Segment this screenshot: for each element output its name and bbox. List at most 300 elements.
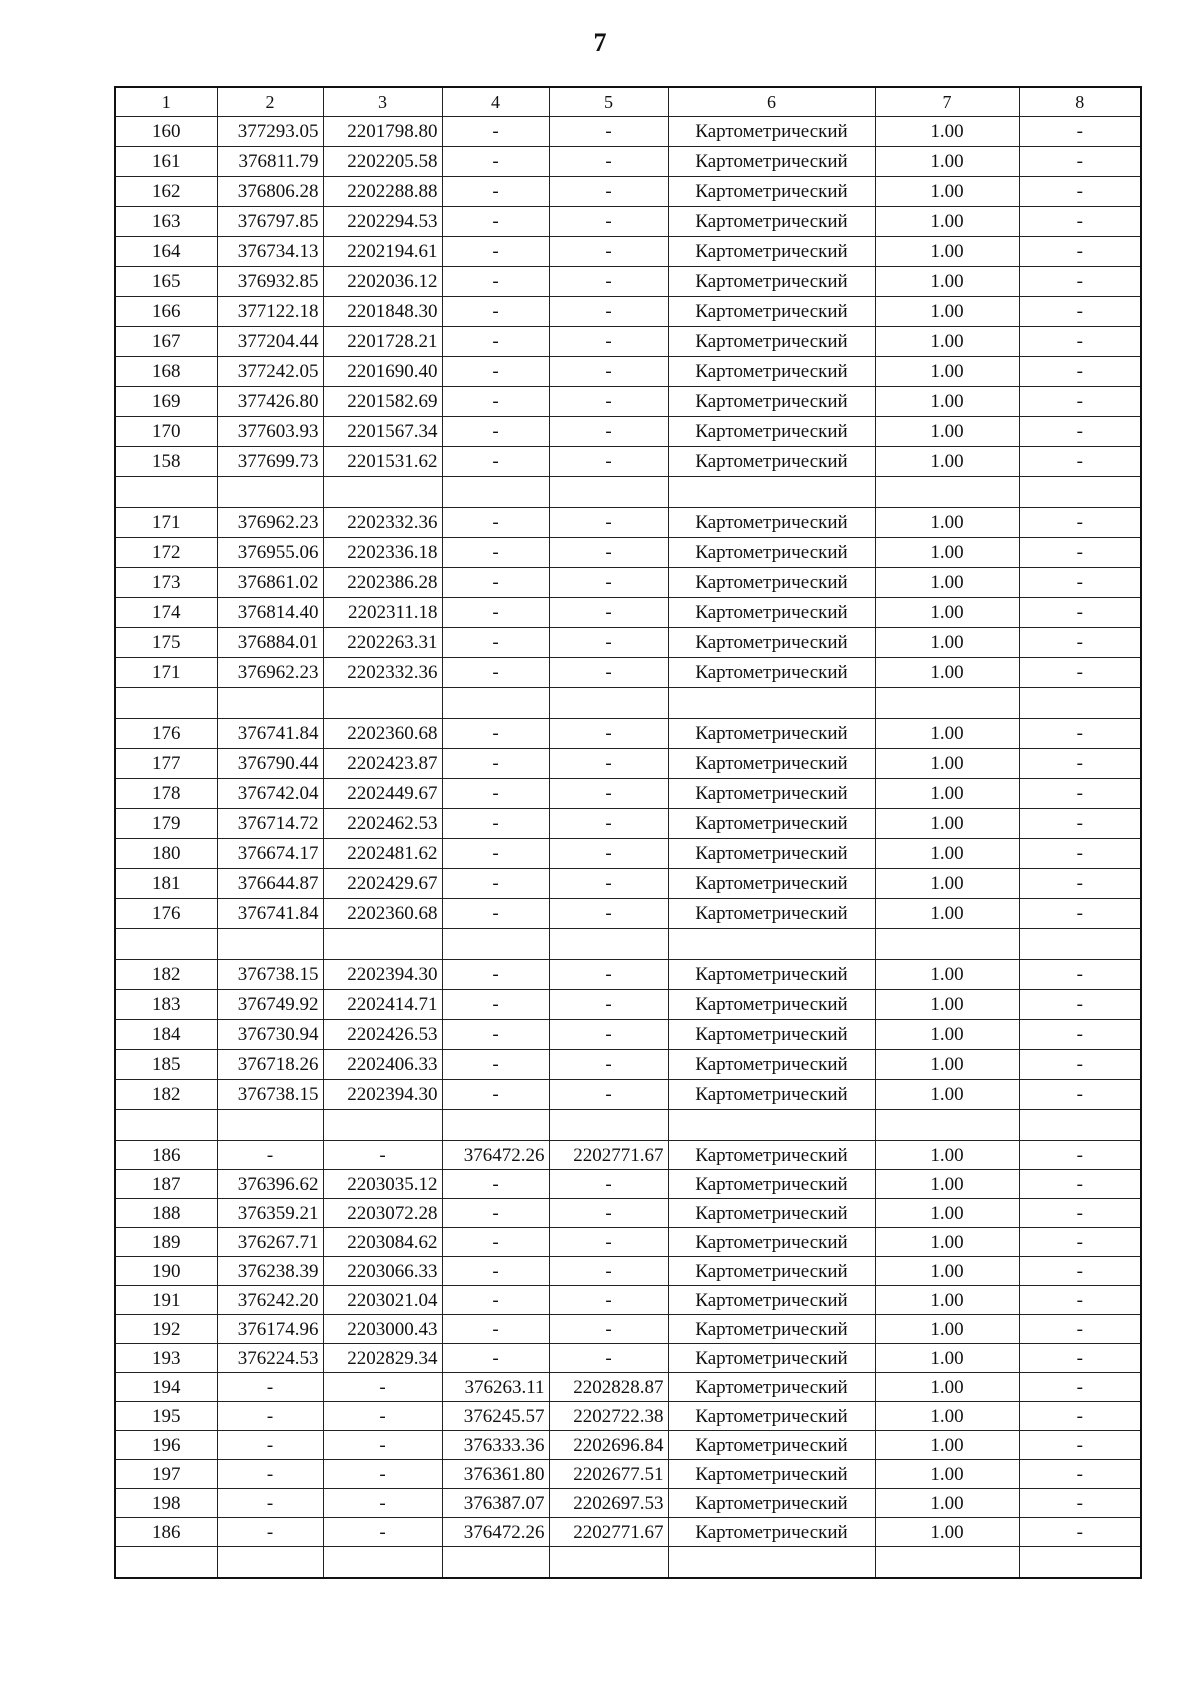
table-cell: - (1019, 117, 1141, 147)
table-cell: - (1019, 1286, 1141, 1315)
table-cell: - (549, 719, 668, 749)
table-cell: 377242.05 (217, 357, 323, 387)
table-cell: 2202386.28 (323, 568, 442, 598)
table-cell: - (549, 1344, 668, 1373)
table-cell: 1.00 (875, 1141, 1019, 1170)
table-cell: - (549, 1170, 668, 1199)
table-cell: 1.00 (875, 1286, 1019, 1315)
table-cell: - (1019, 779, 1141, 809)
table-cell: - (549, 839, 668, 869)
table-cell: - (549, 147, 668, 177)
table-cell: - (549, 1050, 668, 1080)
table-cell: Картометрический (668, 1170, 875, 1199)
column-header: 4 (442, 87, 549, 117)
table-cell: - (549, 990, 668, 1020)
table-cell (115, 929, 217, 960)
table-cell: - (549, 447, 668, 477)
table-cell: 178 (115, 779, 217, 809)
table-cell: 180 (115, 839, 217, 869)
table-cell: - (549, 1257, 668, 1286)
table-cell: - (549, 1199, 668, 1228)
table-row (115, 1020, 1141, 1050)
table-cell: - (1019, 147, 1141, 177)
table-cell (875, 1547, 1019, 1579)
table-cell: - (442, 658, 549, 688)
table-row (115, 960, 1141, 990)
table-cell: 2201690.40 (323, 357, 442, 387)
table-cell: - (1019, 1402, 1141, 1431)
table-cell: - (549, 267, 668, 297)
table-cell (442, 688, 549, 719)
table-cell: 183 (115, 990, 217, 1020)
table-cell: - (1019, 508, 1141, 538)
table-row (115, 1050, 1141, 1080)
table-row (115, 117, 1141, 147)
table-cell: - (1019, 719, 1141, 749)
coordinates-table (114, 86, 1142, 1579)
table-cell: Картометрический (668, 869, 875, 899)
table-cell (668, 1547, 875, 1579)
table-cell: 2202394.30 (323, 960, 442, 990)
table-cell: - (1019, 327, 1141, 357)
table-cell: 186 (115, 1518, 217, 1547)
table-cell: 172 (115, 538, 217, 568)
table-cell: 2201798.80 (323, 117, 442, 147)
table-cell: Картометрический (668, 1228, 875, 1257)
table-cell: 377699.73 (217, 447, 323, 477)
table-cell: 376741.84 (217, 899, 323, 929)
table-cell (323, 477, 442, 508)
table-cell: 2202677.51 (549, 1460, 668, 1489)
table-cell (875, 1110, 1019, 1141)
table-cell: - (1019, 598, 1141, 628)
table-row (115, 749, 1141, 779)
table-cell: - (442, 960, 549, 990)
table-cell: 158 (115, 447, 217, 477)
table-cell (1019, 929, 1141, 960)
table-cell: Картометрический (668, 147, 875, 177)
table-cell: - (549, 749, 668, 779)
table-row (115, 207, 1141, 237)
table-cell: 376962.23 (217, 658, 323, 688)
table-cell: - (549, 237, 668, 267)
table-cell (1019, 688, 1141, 719)
table-cell: 2202205.58 (323, 147, 442, 177)
table-row (115, 447, 1141, 477)
table-cell: 175 (115, 628, 217, 658)
table-cell: 2202288.88 (323, 177, 442, 207)
table-cell: - (442, 899, 549, 929)
table-cell: Картометрический (668, 1286, 875, 1315)
table-cell: - (1019, 1080, 1141, 1110)
table-cell: 376955.06 (217, 538, 323, 568)
table-separator-row (115, 688, 1141, 719)
table-cell: 377603.93 (217, 417, 323, 447)
table-cell: 1.00 (875, 1257, 1019, 1286)
table-cell: - (442, 749, 549, 779)
table-cell: 1.00 (875, 658, 1019, 688)
table-row (115, 658, 1141, 688)
table-cell: 376749.92 (217, 990, 323, 1020)
table-cell: - (442, 117, 549, 147)
table-cell: 376238.39 (217, 1257, 323, 1286)
table-cell: - (1019, 568, 1141, 598)
table-cell: 165 (115, 267, 217, 297)
table-cell (217, 688, 323, 719)
table-cell: 167 (115, 327, 217, 357)
table-cell: Картометрический (668, 749, 875, 779)
table-separator-row (115, 1110, 1141, 1141)
table-cell (668, 1110, 875, 1141)
table-cell: 1.00 (875, 327, 1019, 357)
table-cell: 2202336.18 (323, 538, 442, 568)
table-cell: - (1019, 1373, 1141, 1402)
table-cell (115, 1110, 217, 1141)
table-cell: 191 (115, 1286, 217, 1315)
table-row (115, 1080, 1141, 1110)
table-row (115, 869, 1141, 899)
table-cell: - (1019, 749, 1141, 779)
column-header: 7 (875, 87, 1019, 117)
table-cell: 179 (115, 809, 217, 839)
table-cell (323, 1110, 442, 1141)
table-row (115, 779, 1141, 809)
table-row (115, 327, 1141, 357)
table-cell (549, 477, 668, 508)
table-cell: Картометрический (668, 177, 875, 207)
table-cell: 170 (115, 417, 217, 447)
table-cell: - (1019, 387, 1141, 417)
table-row (115, 177, 1141, 207)
table-cell: 2203066.33 (323, 1257, 442, 1286)
table-cell: Картометрический (668, 357, 875, 387)
table-cell: 376962.23 (217, 508, 323, 538)
table-cell: - (1019, 1020, 1141, 1050)
table-cell: Картометрический (668, 598, 875, 628)
table-cell: - (549, 809, 668, 839)
page-number: 7 (593, 28, 607, 57)
table-cell (323, 929, 442, 960)
table-row (115, 1257, 1141, 1286)
table-cell: 190 (115, 1257, 217, 1286)
table-cell: - (217, 1489, 323, 1518)
table-cell: 2202332.36 (323, 508, 442, 538)
table-cell: 377426.80 (217, 387, 323, 417)
table-cell: - (1019, 1518, 1141, 1547)
table-cell: - (442, 1344, 549, 1373)
table-cell: 182 (115, 1080, 217, 1110)
table-cell (442, 929, 549, 960)
table-cell: 185 (115, 1050, 217, 1080)
table-cell: Картометрический (668, 1315, 875, 1344)
table-cell: - (217, 1402, 323, 1431)
table-cell (1019, 477, 1141, 508)
table-cell: 377293.05 (217, 117, 323, 147)
table-cell: 1.00 (875, 1431, 1019, 1460)
table-cell: Картометрический (668, 447, 875, 477)
table-cell: - (442, 267, 549, 297)
table-cell: 171 (115, 658, 217, 688)
table-cell: Картометрический (668, 658, 875, 688)
table-cell: - (442, 990, 549, 1020)
table-cell: - (442, 207, 549, 237)
table-cell: 1.00 (875, 447, 1019, 477)
table-cell: 174 (115, 598, 217, 628)
table-cell (115, 1547, 217, 1579)
table-cell: Картометрический (668, 207, 875, 237)
table-cell: 376267.71 (217, 1228, 323, 1257)
table-cell: - (217, 1518, 323, 1547)
table-cell: - (1019, 990, 1141, 1020)
table-cell: - (442, 1020, 549, 1050)
table-cell (323, 1547, 442, 1579)
table-cell: 189 (115, 1228, 217, 1257)
table-cell: 173 (115, 568, 217, 598)
table-cell: Картометрический (668, 839, 875, 869)
table-cell: - (323, 1402, 442, 1431)
table-cell (549, 1110, 668, 1141)
table-cell: - (323, 1460, 442, 1489)
table-cell: Картометрический (668, 1050, 875, 1080)
table-cell: 1.00 (875, 1315, 1019, 1344)
table-cell (549, 688, 668, 719)
table-cell: 2202481.62 (323, 839, 442, 869)
table-cell: - (549, 869, 668, 899)
table-cell: Картометрический (668, 990, 875, 1020)
table-cell: 2202036.12 (323, 267, 442, 297)
table-cell: Картометрический (668, 1431, 875, 1460)
table-cell: 376387.07 (442, 1489, 549, 1518)
table-cell: 376333.36 (442, 1431, 549, 1460)
table-cell: 376361.80 (442, 1460, 549, 1489)
table-cell: 188 (115, 1199, 217, 1228)
table-cell: 1.00 (875, 237, 1019, 267)
table-row (115, 267, 1141, 297)
table-cell: 2201531.62 (323, 447, 442, 477)
table-cell: - (323, 1141, 442, 1170)
table-cell: 1.00 (875, 267, 1019, 297)
table-cell: 376797.85 (217, 207, 323, 237)
table-cell (115, 477, 217, 508)
table-cell: - (323, 1431, 442, 1460)
table-cell: 376738.15 (217, 960, 323, 990)
table-cell: 1.00 (875, 960, 1019, 990)
table-row (115, 809, 1141, 839)
table-cell: - (1019, 899, 1141, 929)
table-cell: Картометрический (668, 1460, 875, 1489)
table-cell: 197 (115, 1460, 217, 1489)
column-header: 8 (1019, 87, 1141, 117)
table-cell: - (1019, 960, 1141, 990)
table-cell: 1.00 (875, 1020, 1019, 1050)
table-cell: 193 (115, 1344, 217, 1373)
table-cell: - (442, 1050, 549, 1080)
table-cell (442, 477, 549, 508)
table-cell (217, 1547, 323, 1579)
table-cell: 192 (115, 1315, 217, 1344)
table-cell: - (549, 177, 668, 207)
table-cell (115, 688, 217, 719)
table-cell: 2201567.34 (323, 417, 442, 447)
table-cell: 377204.44 (217, 327, 323, 357)
table-cell: 164 (115, 237, 217, 267)
table-row (115, 990, 1141, 1020)
table-row (115, 1489, 1141, 1518)
column-header: 1 (115, 87, 217, 117)
table-cell: 195 (115, 1402, 217, 1431)
table-cell: - (442, 297, 549, 327)
table-cell: - (1019, 1257, 1141, 1286)
table-cell: 163 (115, 207, 217, 237)
table-cell: - (442, 869, 549, 899)
table-row (115, 297, 1141, 327)
table-cell: - (549, 508, 668, 538)
table-body (115, 87, 1141, 1578)
table-cell: - (442, 327, 549, 357)
table-cell: 184 (115, 1020, 217, 1050)
table-cell: - (1019, 1050, 1141, 1080)
table-cell: - (442, 177, 549, 207)
table-cell: 198 (115, 1489, 217, 1518)
table-cell: 1.00 (875, 177, 1019, 207)
table-cell (875, 688, 1019, 719)
table-cell: 1.00 (875, 417, 1019, 447)
table-cell: 1.00 (875, 809, 1019, 839)
table-cell: - (549, 297, 668, 327)
table-row (115, 839, 1141, 869)
table-cell: - (442, 508, 549, 538)
table-cell: 171 (115, 508, 217, 538)
table-separator-row (115, 477, 1141, 508)
table-cell: 2202771.67 (549, 1518, 668, 1547)
table-cell: 1.00 (875, 1518, 1019, 1547)
table-cell: 2202462.53 (323, 809, 442, 839)
table-cell: 2202311.18 (323, 598, 442, 628)
column-header: 2 (217, 87, 323, 117)
table-row (115, 1460, 1141, 1489)
table-cell: 376714.72 (217, 809, 323, 839)
table-cell: - (1019, 1315, 1141, 1344)
table-cell: 1.00 (875, 719, 1019, 749)
table-cell: 376734.13 (217, 237, 323, 267)
table-cell: 2202360.68 (323, 719, 442, 749)
table-cell: - (442, 387, 549, 417)
table-cell: 376861.02 (217, 568, 323, 598)
table-cell: 376224.53 (217, 1344, 323, 1373)
table-cell (668, 688, 875, 719)
table-cell: 1.00 (875, 1402, 1019, 1431)
table-cell: - (442, 447, 549, 477)
table-cell: - (549, 779, 668, 809)
table-cell: 376674.17 (217, 839, 323, 869)
table-cell: 1.00 (875, 749, 1019, 779)
table-cell: 376742.04 (217, 779, 323, 809)
table-cell: - (442, 598, 549, 628)
table-cell: - (549, 327, 668, 357)
table-row (115, 147, 1141, 177)
table-cell: 1.00 (875, 568, 1019, 598)
table-cell: Картометрический (668, 1257, 875, 1286)
table-cell: 1.00 (875, 1199, 1019, 1228)
table-cell: 376884.01 (217, 628, 323, 658)
table-cell: - (442, 719, 549, 749)
table-cell: Картометрический (668, 327, 875, 357)
table-cell: 160 (115, 117, 217, 147)
table-cell: - (1019, 357, 1141, 387)
table-row (115, 899, 1141, 929)
table-cell: 376811.79 (217, 147, 323, 177)
table-cell: - (549, 598, 668, 628)
table-cell: 2203072.28 (323, 1199, 442, 1228)
table-row (115, 1344, 1141, 1373)
table-cell: Картометрический (668, 387, 875, 417)
table-cell: 2202429.67 (323, 869, 442, 899)
table-cell: 2202828.87 (549, 1373, 668, 1402)
table-cell: - (1019, 809, 1141, 839)
table-cell: 177 (115, 749, 217, 779)
table-cell: 2201728.21 (323, 327, 442, 357)
column-header: 6 (668, 87, 875, 117)
table-cell: - (549, 207, 668, 237)
table-cell: - (549, 387, 668, 417)
table-cell: 1.00 (875, 147, 1019, 177)
table-cell: - (1019, 628, 1141, 658)
table-cell: - (549, 658, 668, 688)
table-row (115, 1373, 1141, 1402)
table-row (115, 538, 1141, 568)
table-cell: 1.00 (875, 1460, 1019, 1489)
table-separator-row (115, 1547, 1141, 1579)
table-cell: - (323, 1518, 442, 1547)
table-row (115, 719, 1141, 749)
table-cell: Картометрический (668, 960, 875, 990)
table-cell: - (1019, 207, 1141, 237)
table-cell: - (442, 1199, 549, 1228)
table-cell: 1.00 (875, 869, 1019, 899)
table-cell: - (549, 357, 668, 387)
table-cell (875, 929, 1019, 960)
table-cell: 181 (115, 869, 217, 899)
table-cell: 1.00 (875, 538, 1019, 568)
table-cell: 1.00 (875, 598, 1019, 628)
table-cell: - (442, 357, 549, 387)
table-cell: 2202406.33 (323, 1050, 442, 1080)
table-cell: 1.00 (875, 357, 1019, 387)
table-cell: 2202263.31 (323, 628, 442, 658)
table-row (115, 1228, 1141, 1257)
table-cell: 2202423.87 (323, 749, 442, 779)
table-cell: - (217, 1373, 323, 1402)
table-cell: - (1019, 1489, 1141, 1518)
table-cell: - (442, 809, 549, 839)
table-row (115, 568, 1141, 598)
table-cell: - (1019, 1199, 1141, 1228)
table-cell: 2201848.30 (323, 297, 442, 327)
table-cell: Картометрический (668, 1020, 875, 1050)
table-cell: - (1019, 237, 1141, 267)
table-cell (668, 477, 875, 508)
table-cell: 376730.94 (217, 1020, 323, 1050)
table-cell: - (1019, 658, 1141, 688)
table-cell: - (442, 839, 549, 869)
table-cell (442, 1547, 549, 1579)
table-cell: 376738.15 (217, 1080, 323, 1110)
table-cell (549, 1547, 668, 1579)
table-row (115, 387, 1141, 417)
table-cell: 1.00 (875, 117, 1019, 147)
table-cell (217, 477, 323, 508)
table-cell: 376396.62 (217, 1170, 323, 1199)
